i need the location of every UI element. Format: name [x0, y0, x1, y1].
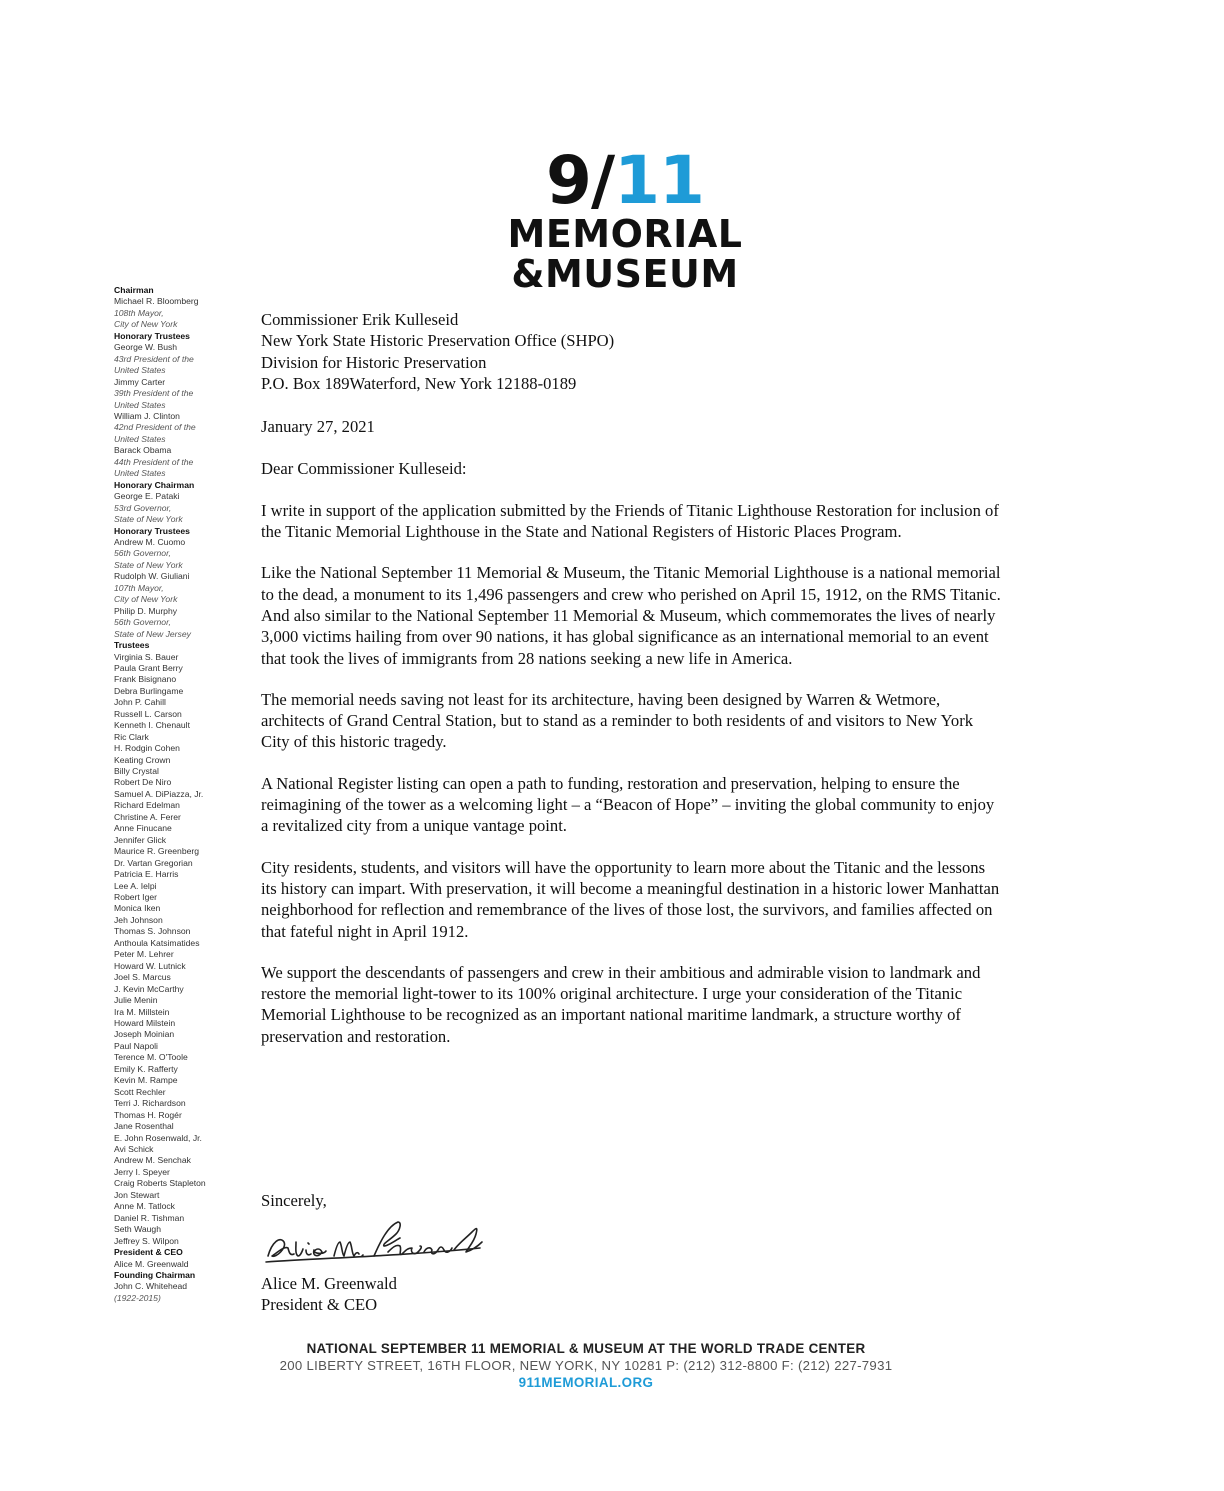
- sidebar-name: John P. Cahill: [114, 697, 166, 708]
- logo-mark-eleven: 11: [614, 142, 704, 219]
- trustees-sidebar: [114, 285, 234, 1304]
- sidebar-name: Robert De Niro: [114, 777, 172, 788]
- sidebar-name: Seth Waugh: [114, 1224, 161, 1235]
- sidebar-name: Joseph Moinian: [114, 1029, 175, 1040]
- sidebar-name: Barack Obama: [114, 445, 172, 456]
- sidebar-heading: Founding Chairman: [114, 1269, 196, 1280]
- letter-date: January 27, 2021: [261, 417, 375, 437]
- sidebar-name: Richard Edelman: [114, 800, 180, 811]
- signer-title: President & CEO: [261, 1295, 378, 1315]
- sidebar-name: Billy Crystal: [114, 766, 159, 777]
- sidebar-name: Joel S. Marcus: [114, 972, 171, 983]
- letter-paragraph: A National Register listing can open a path to funding, restoration and preservation, helping to ensure the reimagining of the tower as a welcoming light – a “Beacon of Hope” – inviting the global community to enjoy a revitalized city from a unique vantage point.: [261, 773, 995, 836]
- sidebar-name: Anne M. Tatlock: [114, 1201, 175, 1212]
- sidebar-name: Michael R. Bloomberg: [114, 296, 199, 307]
- letter-paragraph: We support the descendants of passengers and crew in their ambitious and admirable vision to landmark and restore the memorial light-tower to its 100% original architecture. I urge your consideration of the Titanic Memorial Lighthouse to be recognized as an important national maritime landmark, a structure worthy of preservation and restoration.: [261, 962, 981, 1046]
- sidebar-name: George E. Pataki: [114, 491, 180, 502]
- salutation: Dear Commissioner Kulleseid:: [261, 459, 467, 479]
- sidebar-name: Jeffrey S. Wilpon: [114, 1235, 179, 1246]
- letter-paragraph: I write in support of the application submitted by the Friends of Titanic Lighthouse Restoration for inclusion of the Titanic Memorial Lighthouse in the State and National Registers of Historic Places Program.: [261, 500, 999, 542]
- sidebar-name: Howard Milstein: [114, 1018, 176, 1028]
- sidebar-name: Jon Stewart: [114, 1189, 160, 1200]
- sidebar-name: Paul Napoli: [114, 1040, 158, 1051]
- sidebar-note: City of New York: [114, 594, 178, 605]
- sidebar-name: Maurice R. Greenberg: [114, 846, 200, 857]
- sidebar-name: Anthoula Katsimatides: [114, 937, 200, 948]
- address-line: Division for Historic Preservation: [261, 352, 487, 372]
- sidebar-name: E. John Rosenwald, Jr.: [114, 1132, 202, 1143]
- sidebar-name: Rudolph W. Giuliani: [114, 571, 190, 582]
- sidebar-heading: Honorary Trustees: [114, 330, 190, 341]
- sidebar-name: Frank Bisignano: [114, 674, 177, 685]
- sidebar-name: Virginia S. Bauer: [114, 651, 179, 662]
- sidebar-note: 43rd President of the: [114, 353, 194, 364]
- sidebar-note: 56th Governor,: [114, 548, 171, 559]
- address-line: Commissioner Erik Kulleseid: [261, 310, 459, 329]
- sidebar-name: Jerry I. Speyer: [114, 1166, 170, 1177]
- sidebar-name: Craig Roberts Stapleton: [114, 1178, 206, 1189]
- sidebar-name: Paula Grant Berry: [114, 662, 183, 673]
- letter-paragraph: City residents, students, and visitors will have the opportunity to learn more about the Titanic and the lessons its history can impart. With preservation, it will become a meaningful destination in a historic lower Manhattan neighborhood for reflection and remembrance of the lives of those lost, the survivors, and families affected on that fateful night in April 1912.: [261, 857, 1000, 941]
- sidebar-name: Philip D. Murphy: [114, 605, 178, 616]
- signer-block: [261, 1273, 397, 1316]
- sidebar-name: Thomas S. Johnson: [114, 926, 191, 937]
- sidebar-name: J. Kevin McCarthy: [114, 983, 184, 994]
- logo-mark: [500, 142, 750, 219]
- sidebar-name: Ira M. Millstein: [114, 1006, 170, 1017]
- sidebar-name: John C. Whitehead: [114, 1281, 188, 1292]
- sidebar-note: City of New York: [114, 319, 178, 330]
- sidebar-note: United States: [114, 468, 166, 479]
- sidebar-note: United States: [114, 433, 166, 444]
- sidebar-name: George W. Bush: [114, 342, 178, 353]
- sidebar-heading: Trustees: [114, 640, 150, 651]
- sidebar-name: Terri J. Richardson: [114, 1098, 186, 1109]
- sidebar-name: Andrew M. Senchak: [114, 1155, 191, 1166]
- sidebar-note: 56th Governor,: [114, 617, 171, 628]
- sidebar-note: (1922-2015): [114, 1292, 161, 1303]
- sidebar-name: Jane Rosenthal: [114, 1121, 174, 1132]
- address-line: P.O. Box 189Waterford, New York 12188-0189: [261, 373, 577, 393]
- sidebar-name: Kenneth I. Chenault: [114, 720, 190, 731]
- sidebar-note: 108th Mayor,: [114, 307, 164, 318]
- sidebar-name: Andrew M. Cuomo: [114, 536, 186, 547]
- sidebar-name: Scott Rechler: [114, 1086, 166, 1097]
- closing: Sincerely,: [261, 1191, 327, 1210]
- sidebar-name: Keating Crown: [114, 754, 171, 765]
- sidebar-note: 44th President of the: [114, 456, 194, 467]
- sidebar-heading: Chairman: [114, 285, 154, 295]
- footer-website-link[interactable]: 911MEMORIAL.ORG: [518, 1375, 654, 1390]
- sidebar-name: Patricia E. Harris: [114, 869, 179, 880]
- memorial-logo: [500, 142, 750, 296]
- footer-organization: NATIONAL SEPTEMBER 11 MEMORIAL & MUSEUM AT THE WORLD TRADE CENTER: [306, 1341, 866, 1356]
- sidebar-note: 39th President of the: [114, 388, 194, 399]
- sidebar-name: Russell L. Carson: [114, 708, 182, 719]
- sidebar-note: State of New York: [114, 514, 183, 525]
- logo-mark-prefix: 9/: [546, 142, 615, 219]
- letter-paragraph: The memorial needs saving not least for its architecture, having been designed by Warren & Wetmore, architects of Grand Central Station, but to stand as a reminder to both residents of and visitors to New York City of this historic tragedy.: [261, 689, 974, 752]
- sidebar-name: Howard W. Lutnick: [114, 960, 186, 971]
- logo-line-museum: &MUSEUM: [511, 252, 739, 296]
- sidebar-name: Robert Iger: [114, 892, 157, 903]
- sidebar-name: Terence M. O'Toole: [114, 1052, 188, 1063]
- sidebar-name: Monica Iken: [114, 903, 161, 914]
- handwritten-signature: [262, 1212, 492, 1272]
- sidebar-name: Peter M. Lehrer: [114, 949, 174, 960]
- sidebar-name: Emily K. Rafferty: [114, 1063, 178, 1074]
- sidebar-note: State of New Jersey: [114, 628, 191, 639]
- sidebar-name: Samuel A. DiPiazza, Jr.: [114, 788, 204, 799]
- sidebar-name: Debra Burlingame: [114, 685, 184, 696]
- logo-line-memorial: MEMORIAL: [507, 212, 743, 256]
- sidebar-name: Jimmy Carter: [114, 376, 166, 387]
- sidebar-name: Julie Menin: [114, 995, 158, 1006]
- sidebar-name: Ric Clark: [114, 731, 149, 742]
- sidebar-name: Christine A. Ferer: [114, 811, 181, 822]
- sidebar-name: Anne Finucane: [114, 823, 172, 834]
- sidebar-name: Jeh Johnson: [114, 914, 163, 925]
- sidebar-name: Daniel R. Tishman: [114, 1212, 185, 1223]
- sidebar-note: 53rd Governor,: [114, 502, 172, 513]
- sidebar-name: Kevin M. Rampe: [114, 1075, 178, 1086]
- recipient-address: [261, 309, 1001, 394]
- sidebar-name: Alice M. Greenwald: [114, 1258, 189, 1269]
- sidebar-note: State of New York: [114, 559, 183, 570]
- sidebar-name: Thomas H. Rogér: [114, 1109, 182, 1120]
- sidebar-heading: President & CEO: [114, 1247, 183, 1258]
- letter-paragraph: Like the National September 11 Memorial & Museum, the Titanic Memorial Lighthouse is a national memorial to the dead, a monument to its 1,496 passengers and crew who perished on April 15, 1912, on the RMS Titanic. And also similar to the National September 11 Memorial & Museum, which commemorates the lives of nearly 3,000 victims hailing from over 90 nations, it has global significance as an international memorial to an event that took the lives of immigrants from 28 nations seeking a new life in America.: [261, 563, 1001, 668]
- sidebar-note: United States: [114, 399, 166, 410]
- letterhead-footer: [230, 1340, 942, 1391]
- address-line: New York State Historic Preservation Office (SHPO): [261, 331, 615, 351]
- sidebar-note: United States: [114, 365, 166, 376]
- sidebar-heading: Honorary Trustees: [114, 525, 190, 536]
- sidebar-name: Lee A. Ielpi: [114, 880, 157, 891]
- sidebar-note: 42nd President of the: [114, 422, 196, 433]
- sidebar-name: Avi Schick: [114, 1143, 154, 1154]
- signer-name: Alice M. Greenwald: [261, 1274, 397, 1293]
- sidebar-heading: Honorary Chairman: [114, 479, 195, 490]
- letter-body: [261, 309, 1001, 1047]
- sidebar-name: William J. Clinton: [114, 410, 180, 421]
- sidebar-name: H. Rodgin Cohen: [114, 743, 180, 754]
- sidebar-name: Dr. Vartan Gregorian: [114, 857, 193, 868]
- sidebar-name: Jennifer Glick: [114, 834, 167, 845]
- sidebar-note: 107th Mayor,: [114, 582, 164, 593]
- footer-address: 200 LIBERTY STREET, 16TH FLOOR, NEW YORK, NY 10281 P: (212) 312-8800 F: (212) 227-7931: [279, 1358, 893, 1373]
